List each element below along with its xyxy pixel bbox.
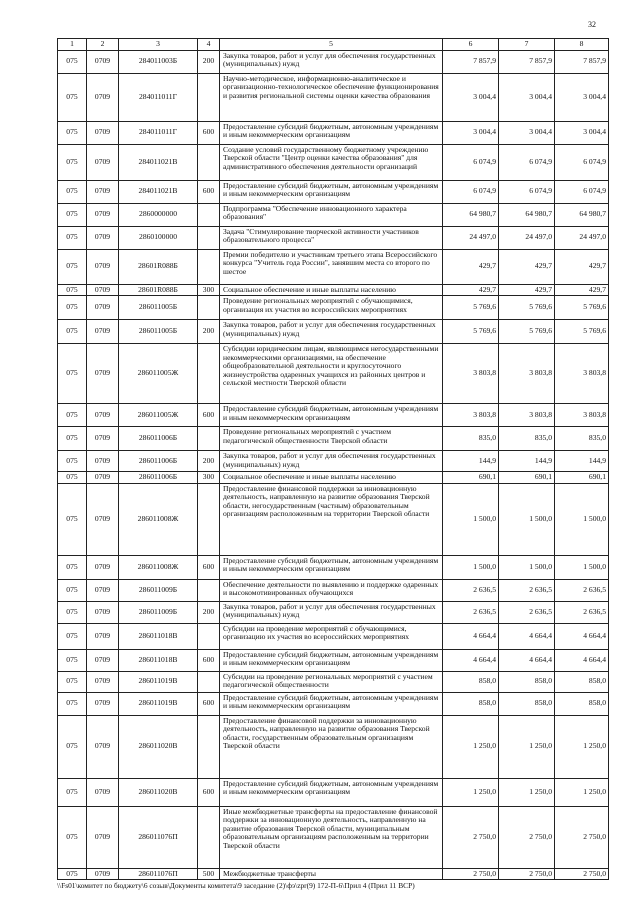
section-code-cell: 0709 xyxy=(87,579,119,601)
admin-code-cell: 075 xyxy=(58,715,87,778)
target-article-cell: 286011006Б xyxy=(119,472,198,484)
amount-year1-cell: 3 004,4 xyxy=(443,121,499,144)
section-code-cell: 0709 xyxy=(87,249,119,284)
target-article-cell: 284011011Г xyxy=(119,121,198,144)
expense-type-cell xyxy=(198,671,220,692)
table-row xyxy=(58,868,609,880)
description-cell: Закупка товаров, работ и услуг для обеспечения государственных (муниципальных) нужд xyxy=(220,50,443,73)
amount-year3-cell: 429,7 xyxy=(555,249,609,284)
column-header: 3 xyxy=(119,39,198,51)
amount-year1-cell: 2 750,0 xyxy=(443,806,499,868)
table-row xyxy=(58,715,609,778)
section-code-cell: 0709 xyxy=(87,451,119,472)
description-cell: Предоставление субсидий бюджетным, автономным учреждениям и иным некоммерческим организациям xyxy=(220,180,443,203)
target-article-cell: 284011003Б xyxy=(119,50,198,73)
column-header: 8 xyxy=(555,39,609,51)
expense-type-cell xyxy=(198,226,220,249)
table-row xyxy=(58,472,609,484)
amount-year2-cell: 2 750,0 xyxy=(499,806,555,868)
amount-year1-cell: 5 769,6 xyxy=(443,320,499,344)
amount-year3-cell: 429,7 xyxy=(555,284,609,296)
amount-year3-cell: 24 497,0 xyxy=(555,226,609,249)
amount-year3-cell: 835,0 xyxy=(555,427,609,451)
expense-type-cell xyxy=(198,483,220,555)
amount-year3-cell: 1 250,0 xyxy=(555,778,609,806)
target-article-cell: 286011020В xyxy=(119,778,198,806)
table-row xyxy=(58,73,609,121)
table-row xyxy=(58,144,609,180)
amount-year2-cell: 24 497,0 xyxy=(499,226,555,249)
admin-code-cell: 075 xyxy=(58,296,87,320)
admin-code-cell: 075 xyxy=(58,868,87,880)
section-code-cell: 0709 xyxy=(87,692,119,715)
section-code-cell: 0709 xyxy=(87,203,119,226)
admin-code-cell: 075 xyxy=(58,284,87,296)
amount-year2-cell: 835,0 xyxy=(499,427,555,451)
amount-year3-cell: 858,0 xyxy=(555,692,609,715)
table-row xyxy=(58,249,609,284)
admin-code-cell: 075 xyxy=(58,555,87,579)
target-article-cell: 286011009Б xyxy=(119,579,198,601)
admin-code-cell: 075 xyxy=(58,579,87,601)
section-code-cell: 0709 xyxy=(87,344,119,404)
amount-year3-cell: 3 803,8 xyxy=(555,344,609,404)
target-article-cell: 286011005Ж xyxy=(119,404,198,427)
expense-type-cell: 200 xyxy=(198,451,220,472)
admin-code-cell: 075 xyxy=(58,451,87,472)
amount-year1-cell: 3 803,8 xyxy=(443,344,499,404)
section-code-cell: 0709 xyxy=(87,806,119,868)
amount-year1-cell: 429,7 xyxy=(443,249,499,284)
column-header: 6 xyxy=(443,39,499,51)
budget-table xyxy=(57,38,609,880)
amount-year1-cell: 1 250,0 xyxy=(443,715,499,778)
admin-code-cell: 075 xyxy=(58,73,87,121)
amount-year3-cell: 5 769,6 xyxy=(555,320,609,344)
target-article-cell: 2860000000 xyxy=(119,203,198,226)
amount-year3-cell: 3 803,8 xyxy=(555,404,609,427)
amount-year2-cell: 144,9 xyxy=(499,451,555,472)
description-cell: Задача "Стимулирование творческой активности участников образовательного процесса" xyxy=(220,226,443,249)
expense-type-cell: 300 xyxy=(198,284,220,296)
target-article-cell: 284011021В xyxy=(119,180,198,203)
description-cell: Предоставление субсидий бюджетным, автономным учреждениям и иным некоммерческим организациям xyxy=(220,778,443,806)
expense-type-cell xyxy=(198,715,220,778)
amount-year3-cell: 2 636,5 xyxy=(555,601,609,623)
expense-type-cell: 600 xyxy=(198,692,220,715)
amount-year3-cell: 5 769,6 xyxy=(555,296,609,320)
section-code-cell: 0709 xyxy=(87,226,119,249)
amount-year3-cell: 2 750,0 xyxy=(555,806,609,868)
expense-type-cell: 600 xyxy=(198,404,220,427)
amount-year1-cell: 5 769,6 xyxy=(443,296,499,320)
admin-code-cell: 075 xyxy=(58,144,87,180)
admin-code-cell: 075 xyxy=(58,344,87,404)
amount-year2-cell: 858,0 xyxy=(499,671,555,692)
admin-code-cell: 075 xyxy=(58,778,87,806)
expense-type-cell: 200 xyxy=(198,50,220,73)
expense-type-cell xyxy=(198,623,220,649)
amount-year2-cell: 1 500,0 xyxy=(499,483,555,555)
target-article-cell: 286011006Б xyxy=(119,451,198,472)
target-article-cell: 286011018В xyxy=(119,623,198,649)
expense-type-cell xyxy=(198,427,220,451)
admin-code-cell: 075 xyxy=(58,249,87,284)
table-row xyxy=(58,284,609,296)
amount-year2-cell: 3 803,8 xyxy=(499,404,555,427)
table-row xyxy=(58,649,609,671)
amount-year3-cell: 1 250,0 xyxy=(555,715,609,778)
admin-code-cell: 075 xyxy=(58,601,87,623)
description-cell: Межбюджетные трансферты xyxy=(220,868,443,880)
amount-year1-cell: 2 636,5 xyxy=(443,579,499,601)
amount-year1-cell: 429,7 xyxy=(443,284,499,296)
table-row xyxy=(58,778,609,806)
section-code-cell: 0709 xyxy=(87,121,119,144)
amount-year3-cell: 6 074,9 xyxy=(555,144,609,180)
amount-year1-cell: 1 250,0 xyxy=(443,778,499,806)
amount-year1-cell: 64 980,7 xyxy=(443,203,499,226)
amount-year2-cell: 429,7 xyxy=(499,249,555,284)
target-article-cell: 286011005Б xyxy=(119,296,198,320)
description-cell: Создание условий государственному бюджетному учреждению Тверской области "Центр оценки качества образования" для административного обеспечения деятельности организаций xyxy=(220,144,443,180)
target-article-cell: 286011020В xyxy=(119,715,198,778)
target-article-cell: 286011005Ж xyxy=(119,344,198,404)
table-row xyxy=(58,226,609,249)
amount-year2-cell: 4 664,4 xyxy=(499,623,555,649)
amount-year3-cell: 4 664,4 xyxy=(555,623,609,649)
page-number: 32 xyxy=(588,20,596,29)
expense-type-cell: 600 xyxy=(198,555,220,579)
amount-year3-cell: 4 664,4 xyxy=(555,649,609,671)
amount-year3-cell: 6 074,9 xyxy=(555,180,609,203)
description-cell: Предоставление финансовой поддержки за инновационную деятельность, направленную на развитие образования Тверской области, государственным образовательным организациям Тверской области xyxy=(220,715,443,778)
description-cell: Предоставление субсидий бюджетным, автономным учреждениям и иным некоммерческим организациям xyxy=(220,692,443,715)
expense-type-cell: 600 xyxy=(198,180,220,203)
section-code-cell: 0709 xyxy=(87,472,119,484)
amount-year2-cell: 429,7 xyxy=(499,284,555,296)
expense-type-cell: 200 xyxy=(198,320,220,344)
description-cell: Иные межбюджетные трансферты на предоставление финансовой поддержки за инновационную деятельность, направленную на развитие образования Тверской области, муниципальным образовательным организациям расположенным на территории Тверской области xyxy=(220,806,443,868)
section-code-cell: 0709 xyxy=(87,868,119,880)
section-code-cell: 0709 xyxy=(87,180,119,203)
amount-year1-cell: 4 664,4 xyxy=(443,623,499,649)
admin-code-cell: 075 xyxy=(58,806,87,868)
expense-type-cell: 200 xyxy=(198,601,220,623)
target-article-cell: 284011021В xyxy=(119,144,198,180)
admin-code-cell: 075 xyxy=(58,180,87,203)
column-header: 2 xyxy=(87,39,119,51)
admin-code-cell: 075 xyxy=(58,121,87,144)
admin-code-cell: 075 xyxy=(58,320,87,344)
description-cell: Социальное обеспечение и иные выплаты населению xyxy=(220,284,443,296)
amount-year3-cell: 1 500,0 xyxy=(555,555,609,579)
description-cell: Подпрограмма "Обеспечение инновационного характера образования" xyxy=(220,203,443,226)
section-code-cell: 0709 xyxy=(87,73,119,121)
table-row xyxy=(58,296,609,320)
description-cell: Научно-методическое, информационно-аналитическое и организационно-технологическое обеспечение функционирования и развития региональной системы оценки качества образования xyxy=(220,73,443,121)
admin-code-cell: 075 xyxy=(58,404,87,427)
table-row xyxy=(58,203,609,226)
amount-year3-cell: 7 857,9 xyxy=(555,50,609,73)
admin-code-cell: 075 xyxy=(58,649,87,671)
amount-year1-cell: 4 664,4 xyxy=(443,649,499,671)
target-article-cell: 2860100000 xyxy=(119,226,198,249)
target-article-cell: 286011005Б xyxy=(119,320,198,344)
description-cell: Проведение региональных мероприятий с участием педагогической общественности Тверской области xyxy=(220,427,443,451)
target-article-cell: 286011019В xyxy=(119,692,198,715)
expense-type-cell xyxy=(198,144,220,180)
amount-year2-cell: 690,1 xyxy=(499,472,555,484)
amount-year1-cell: 858,0 xyxy=(443,671,499,692)
section-code-cell: 0709 xyxy=(87,404,119,427)
amount-year2-cell: 7 857,9 xyxy=(499,50,555,73)
target-article-cell: 286011009Б xyxy=(119,601,198,623)
amount-year2-cell: 3 004,4 xyxy=(499,73,555,121)
amount-year2-cell: 858,0 xyxy=(499,692,555,715)
amount-year2-cell: 1 250,0 xyxy=(499,778,555,806)
section-code-cell: 0709 xyxy=(87,284,119,296)
target-article-cell: 28601R088Б xyxy=(119,249,198,284)
column-header: 7 xyxy=(499,39,555,51)
table-row xyxy=(58,671,609,692)
amount-year2-cell: 6 074,9 xyxy=(499,180,555,203)
description-cell: Предоставление субсидий бюджетным, автономным учреждениям и иным некоммерческим организациям xyxy=(220,121,443,144)
section-code-cell: 0709 xyxy=(87,296,119,320)
description-cell: Субсидии на проведение региональных мероприятий с участием педагогической общественности xyxy=(220,671,443,692)
column-header: 1 xyxy=(58,39,87,51)
amount-year3-cell: 690,1 xyxy=(555,472,609,484)
amount-year1-cell: 7 857,9 xyxy=(443,50,499,73)
table-row xyxy=(58,50,609,73)
amount-year2-cell: 2 636,5 xyxy=(499,601,555,623)
section-code-cell: 0709 xyxy=(87,715,119,778)
section-code-cell: 0709 xyxy=(87,671,119,692)
expense-type-cell: 600 xyxy=(198,778,220,806)
target-article-cell: 284011011Г xyxy=(119,73,198,121)
amount-year1-cell: 690,1 xyxy=(443,472,499,484)
admin-code-cell: 075 xyxy=(58,692,87,715)
admin-code-cell: 075 xyxy=(58,623,87,649)
amount-year1-cell: 6 074,9 xyxy=(443,144,499,180)
target-article-cell: 286011008Ж xyxy=(119,555,198,579)
description-cell: Проведение региональных мероприятий с обучающимися, организация их участия во всероссийских мероприятиях xyxy=(220,296,443,320)
table-row xyxy=(58,623,609,649)
admin-code-cell: 075 xyxy=(58,483,87,555)
table-row xyxy=(58,692,609,715)
expense-type-cell: 600 xyxy=(198,649,220,671)
file-path-footer: \\Fs01\комитет по бюджету\6 созыв\Документы комитета\9 заседание (2)\фэ\zpr(9) 172-П-6\Прил 4 (Прил 11 ВСР) xyxy=(57,881,415,890)
amount-year3-cell: 64 980,7 xyxy=(555,203,609,226)
expense-type-cell xyxy=(198,579,220,601)
section-code-cell: 0709 xyxy=(87,320,119,344)
description-cell: Социальное обеспечение и иные выплаты населению xyxy=(220,472,443,484)
table-row xyxy=(58,601,609,623)
amount-year2-cell: 1 500,0 xyxy=(499,555,555,579)
amount-year1-cell: 1 500,0 xyxy=(443,555,499,579)
amount-year1-cell: 2 636,5 xyxy=(443,601,499,623)
amount-year2-cell: 1 250,0 xyxy=(499,715,555,778)
expense-type-cell xyxy=(198,203,220,226)
amount-year1-cell: 858,0 xyxy=(443,692,499,715)
description-cell: Субсидии на проведение мероприятий с обучающимися, организацию их участия во всероссийских мероприятиях xyxy=(220,623,443,649)
section-code-cell: 0709 xyxy=(87,427,119,451)
section-code-cell: 0709 xyxy=(87,649,119,671)
table-row xyxy=(58,404,609,427)
table-row xyxy=(58,121,609,144)
amount-year2-cell: 5 769,6 xyxy=(499,320,555,344)
column-header: 4 xyxy=(198,39,220,51)
target-article-cell: 286011018В xyxy=(119,649,198,671)
admin-code-cell: 075 xyxy=(58,50,87,73)
expense-type-cell xyxy=(198,73,220,121)
target-article-cell: 286011008Ж xyxy=(119,483,198,555)
amount-year1-cell: 835,0 xyxy=(443,427,499,451)
amount-year1-cell: 144,9 xyxy=(443,451,499,472)
expense-type-cell: 300 xyxy=(198,472,220,484)
amount-year1-cell: 6 074,9 xyxy=(443,180,499,203)
admin-code-cell: 075 xyxy=(58,203,87,226)
amount-year3-cell: 144,9 xyxy=(555,451,609,472)
table-row xyxy=(58,344,609,404)
section-code-cell: 0709 xyxy=(87,623,119,649)
table-row xyxy=(58,483,609,555)
description-cell: Премии победителю и участникам третьего этапа Всероссийского конкурса "Учитель года России", занявшим места со второго по шестое xyxy=(220,249,443,284)
description-cell: Закупка товаров, работ и услуг для обеспечения государственных (муниципальных) нужд xyxy=(220,601,443,623)
expense-type-cell xyxy=(198,344,220,404)
amount-year2-cell: 4 664,4 xyxy=(499,649,555,671)
table-row xyxy=(58,806,609,868)
section-code-cell: 0709 xyxy=(87,601,119,623)
table-row xyxy=(58,555,609,579)
description-cell: Субсидии юридическим лицам, являющимся негосударственными некоммерческими организациями, на обеспечение общеобразовательной деятельности и круглосуточного жизнеустройства одаренных учащихся из районных центров и сельской местности Тверской области xyxy=(220,344,443,404)
section-code-cell: 0709 xyxy=(87,483,119,555)
section-code-cell: 0709 xyxy=(87,50,119,73)
target-article-cell: 286011076П xyxy=(119,806,198,868)
amount-year2-cell: 5 769,6 xyxy=(499,296,555,320)
table-row xyxy=(58,427,609,451)
description-cell: Закупка товаров, работ и услуг для обеспечения государственных (муниципальных) нужд xyxy=(220,451,443,472)
amount-year2-cell: 2 636,5 xyxy=(499,579,555,601)
expense-type-cell xyxy=(198,249,220,284)
admin-code-cell: 075 xyxy=(58,472,87,484)
amount-year1-cell: 24 497,0 xyxy=(443,226,499,249)
section-code-cell: 0709 xyxy=(87,555,119,579)
expense-type-cell xyxy=(198,806,220,868)
table-row xyxy=(58,451,609,472)
amount-year1-cell: 2 750,0 xyxy=(443,868,499,880)
table-row xyxy=(58,579,609,601)
expense-type-cell xyxy=(198,296,220,320)
amount-year3-cell: 3 004,4 xyxy=(555,73,609,121)
column-header: 5 xyxy=(220,39,443,51)
amount-year1-cell: 3 803,8 xyxy=(443,404,499,427)
admin-code-cell: 075 xyxy=(58,671,87,692)
amount-year2-cell: 64 980,7 xyxy=(499,203,555,226)
target-article-cell: 286011019В xyxy=(119,671,198,692)
description-cell: Обеспечение деятельности по выявлению и поддержке одаренных и высокомотивированных обучающихся xyxy=(220,579,443,601)
section-code-cell: 0709 xyxy=(87,144,119,180)
target-article-cell: 286011076П xyxy=(119,868,198,880)
amount-year2-cell: 6 074,9 xyxy=(499,144,555,180)
amount-year3-cell: 2 750,0 xyxy=(555,868,609,880)
description-cell: Предоставление субсидий бюджетным, автономным учреждениям и иным некоммерческим организациям xyxy=(220,555,443,579)
amount-year3-cell: 2 636,5 xyxy=(555,579,609,601)
target-article-cell: 28601R088Б xyxy=(119,284,198,296)
description-cell: Предоставление субсидий бюджетным, автономным учреждениям и иным некоммерческим организациям xyxy=(220,649,443,671)
table-header-row xyxy=(58,39,609,51)
table-row xyxy=(58,320,609,344)
amount-year2-cell: 3 004,4 xyxy=(499,121,555,144)
section-code-cell: 0709 xyxy=(87,778,119,806)
description-cell: Предоставление субсидий бюджетным, автономным учреждениям и иным некоммерческим организациям xyxy=(220,404,443,427)
table-row xyxy=(58,180,609,203)
description-cell: Закупка товаров, работ и услуг для обеспечения государственных (муниципальных) нужд xyxy=(220,320,443,344)
expense-type-cell: 500 xyxy=(198,868,220,880)
admin-code-cell: 075 xyxy=(58,427,87,451)
amount-year3-cell: 858,0 xyxy=(555,671,609,692)
amount-year2-cell: 3 803,8 xyxy=(499,344,555,404)
admin-code-cell: 075 xyxy=(58,226,87,249)
amount-year2-cell: 2 750,0 xyxy=(499,868,555,880)
description-cell: Предоставление финансовой поддержки за инновационную деятельность, направленную на развитие образования Тверской области, негосударственным (частным) образовательным организациям расположенным на территории Тверской области xyxy=(220,483,443,555)
amount-year1-cell: 1 500,0 xyxy=(443,483,499,555)
amount-year3-cell: 3 004,4 xyxy=(555,121,609,144)
amount-year1-cell: 3 004,4 xyxy=(443,73,499,121)
expense-type-cell: 600 xyxy=(198,121,220,144)
amount-year3-cell: 1 500,0 xyxy=(555,483,609,555)
target-article-cell: 286011006Б xyxy=(119,427,198,451)
